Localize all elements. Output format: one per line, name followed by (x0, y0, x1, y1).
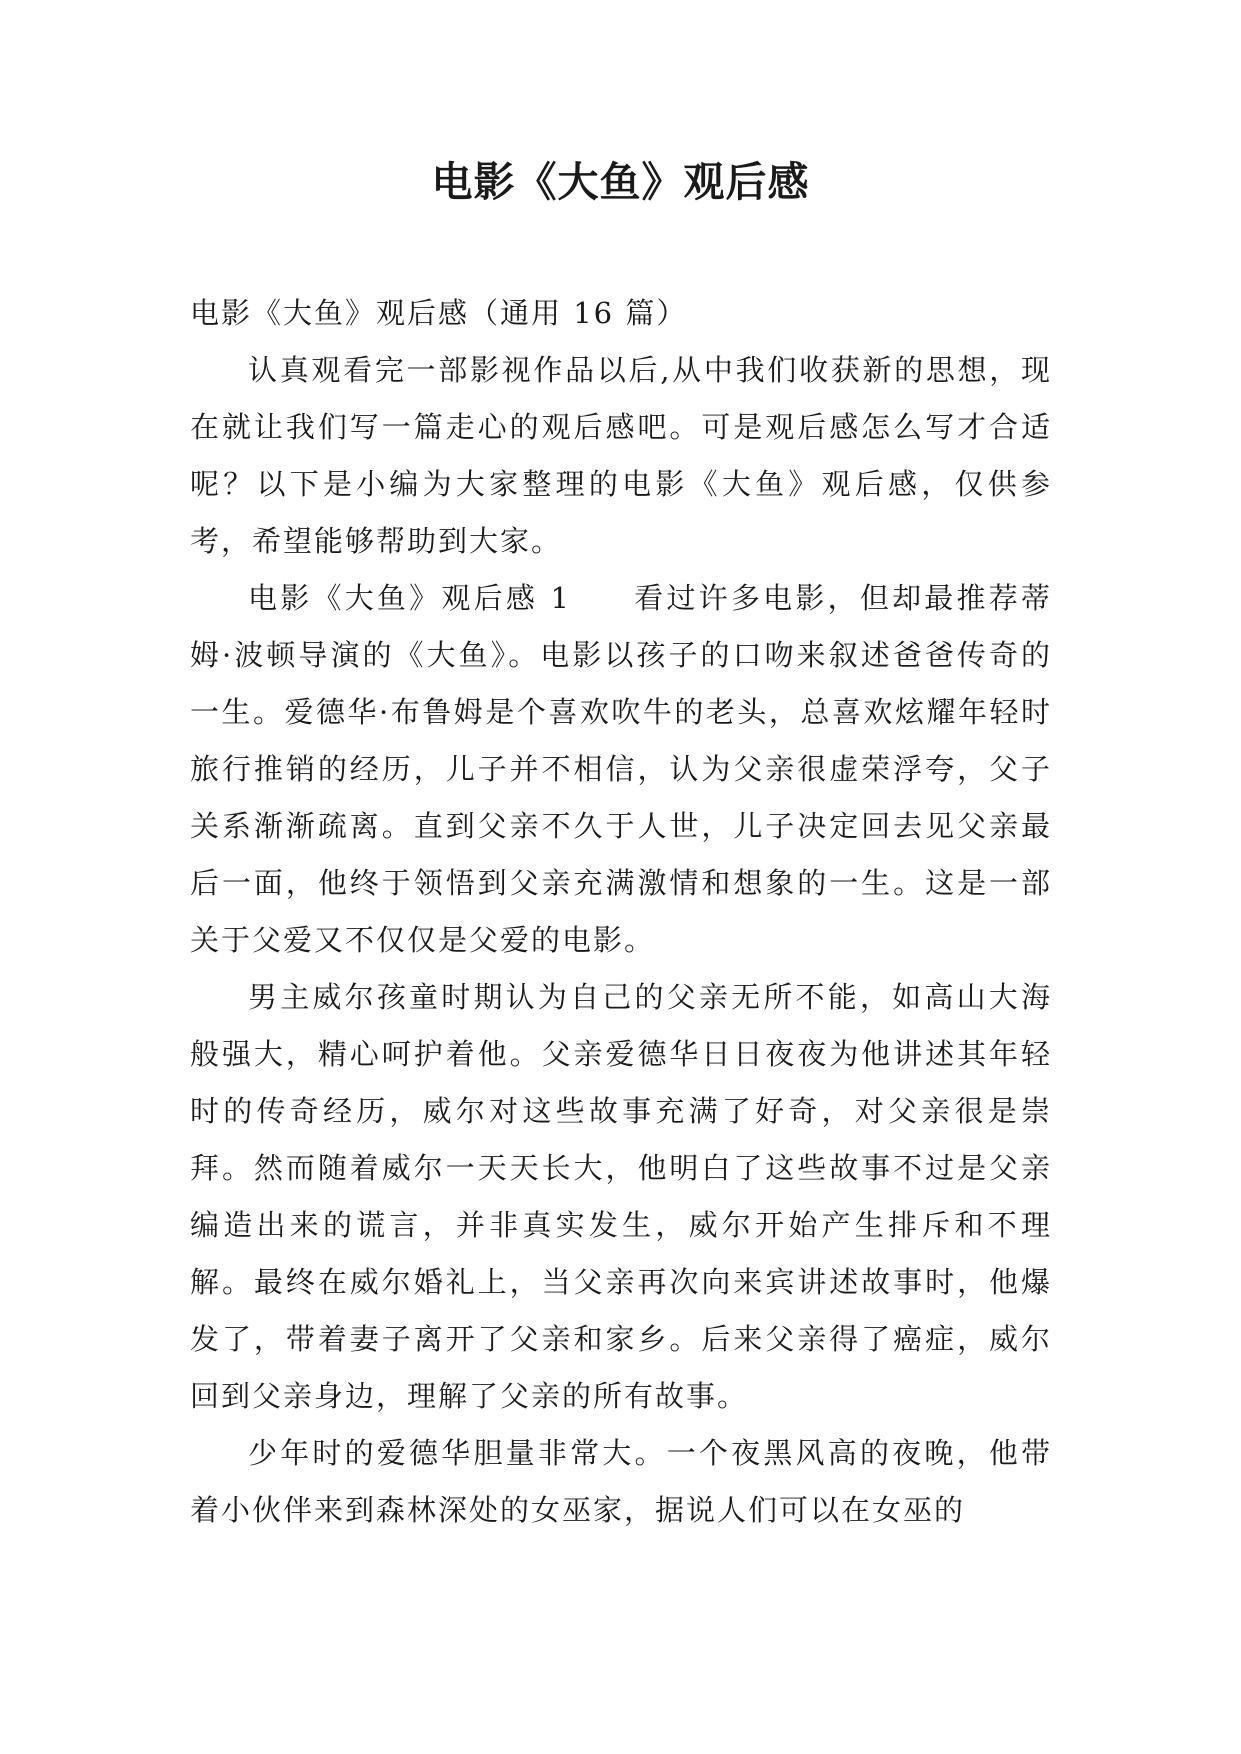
intro-paragraph: 认真观看完一部影视作品以后,从中我们收获新的思想，现在就让我们写一篇走心的观后感吧。可是观后感怎么写才合适呢？以下是小编为大家整理的电影《大鱼》观后感，仅供参考，希望能够帮助到大家。 (190, 353, 1052, 558)
section-1-paragraph-3: 少年时的爱德华胆量非常大。一个夜黑风高的夜晚，他带着小伙伴来到森林深处的女巫家，据说人们可以在女巫的 (190, 1436, 1052, 1527)
document-body (190, 285, 1052, 1539)
section-1-paragraph-2: 男主威尔孩童时期认为自己的父亲无所不能，如高山大海般强大，精心呵护着他。父亲爱德华日日夜夜为他讲述其年轻时的传奇经历，威尔对这些故事充满了好奇，对父亲很是崇拜。然而随着威尔一天天长大，他明白了这些故事不过是父亲编造出来的谎言，并非真实发生，威尔开始产生排斥和不理解。最终在威尔婚礼上，当父亲再次向来宾讲述故事时，他爆发了，带着妻子离开了父亲和家乡。后来父亲得了癌症，威尔回到父亲身边，理解了父亲的所有故事。 (190, 980, 1052, 1413)
section-1-first-paragraph (190, 570, 1052, 969)
page-title: 电影《大鱼》观后感 (431, 158, 810, 206)
document-subtitle: 电影《大鱼》观后感（通用 16 篇） (190, 296, 688, 330)
section-1-heading: 电影《大鱼》观后感 1 (248, 581, 571, 615)
section-1-paragraph-1: 看过许多电影，但却最推荐蒂姆·波顿导演的《大鱼》。电影以孩子的口吻来叙述爸爸传奇的一生。爱德华·布鲁姆是个喜欢吹牛的老头，总喜欢炫耀年轻时旅行推销的经历，儿子并不相信，认为父亲很虚荣浮夸，父子关系渐渐疏离。直到父亲不久于人世，儿子决定回去见父亲最后一面，他终于领悟到父亲充满激情和想象的一生。这是一部关于父爱又不仅仅是父爱的电影。 (190, 581, 1052, 957)
